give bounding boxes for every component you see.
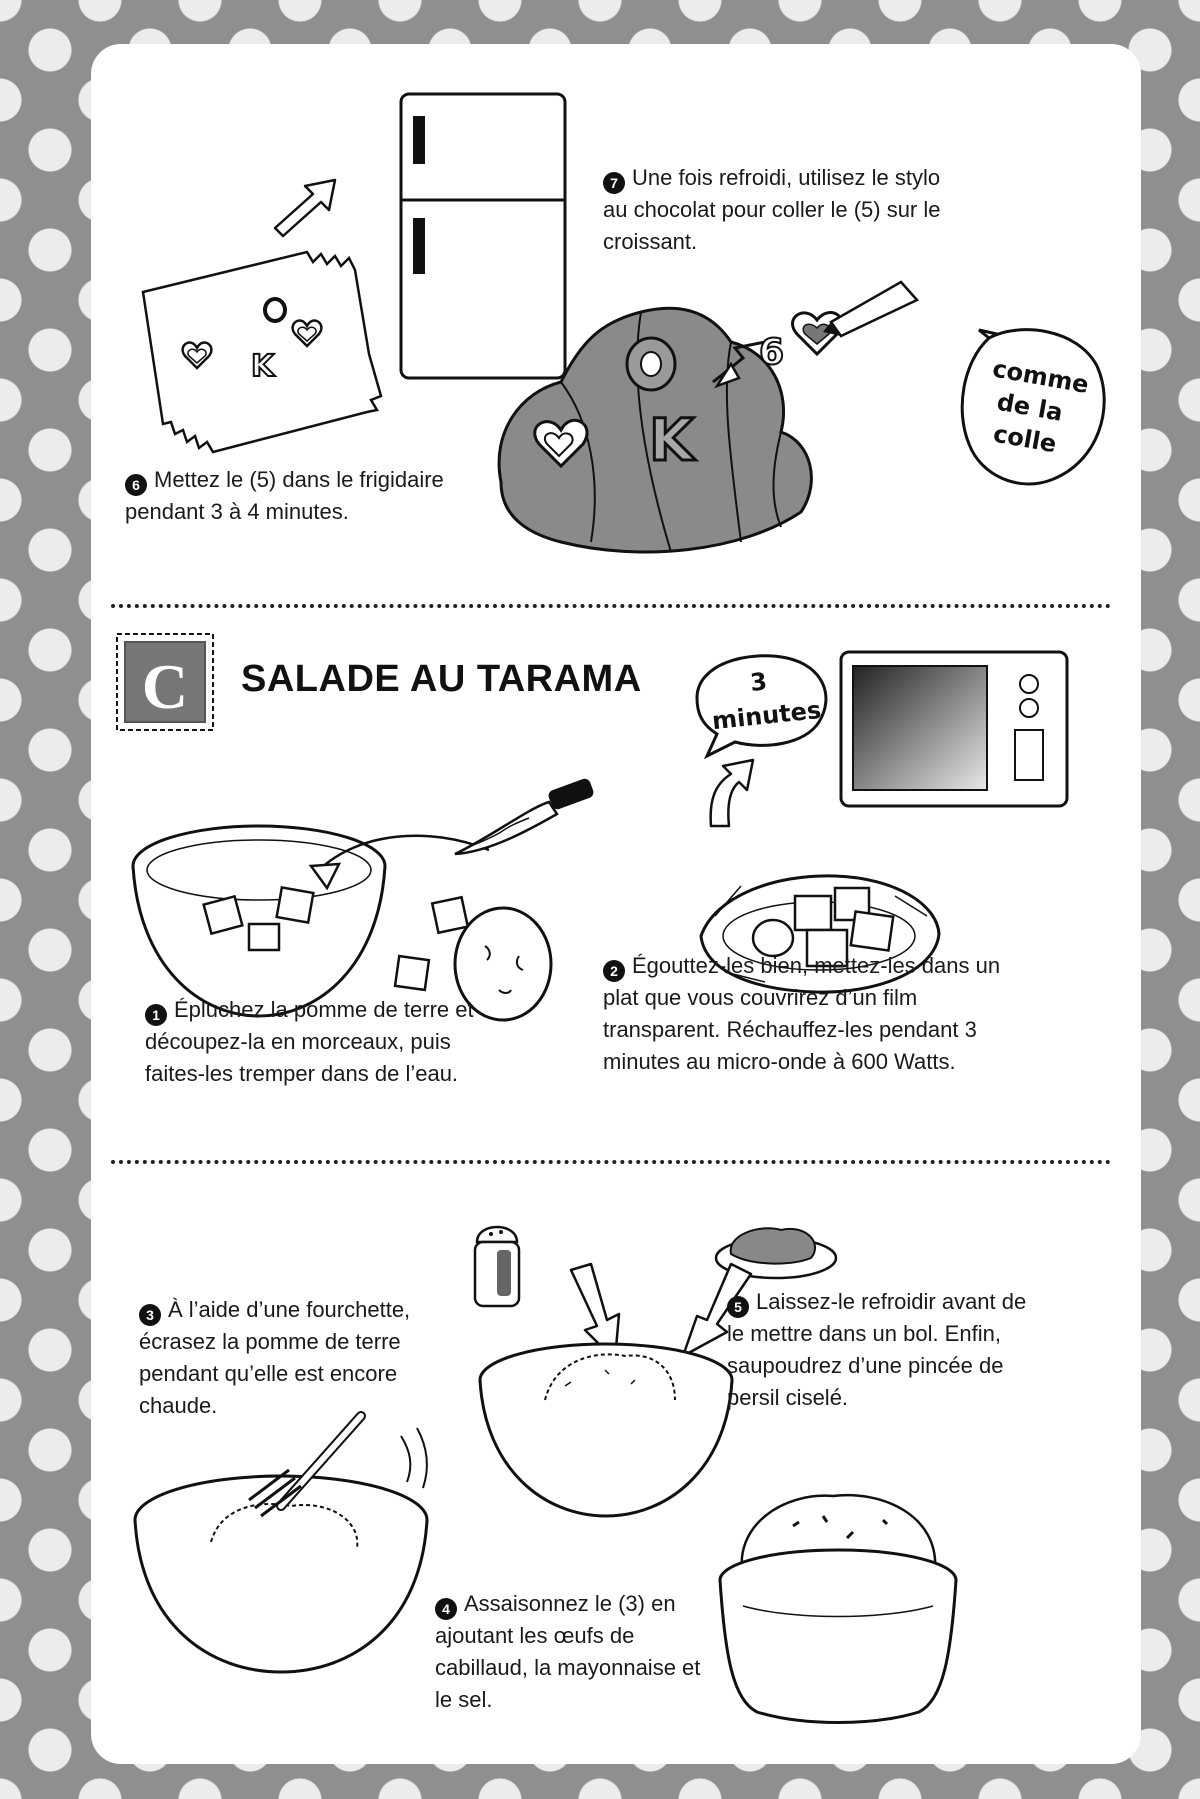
number-six-label: 6 <box>759 332 785 373</box>
step-number-badge: 3 <box>139 1304 161 1326</box>
step-6-text: Mettez le (5) dans le frigidaire pendant 3 à 4 minutes. <box>125 467 444 524</box>
step-c2 <box>603 950 1013 1078</box>
salt-shaker-illustration <box>467 1212 527 1312</box>
step-c3-text: À l’aide d’une fourchette, écrasez la pomme de terre pendant qu’elle est encore chaude. <box>139 1297 411 1418</box>
mashing-bowl-illustration <box>131 1456 461 1676</box>
step-c4-text: Assaisonnez le (3) en ajoutant les œufs de cabillaud, la mayonnaise et le sel. <box>435 1591 701 1712</box>
svg-text:K: K <box>649 406 694 474</box>
arrow-up-to-microwave-icon <box>691 750 761 830</box>
step-c4 <box>435 1588 705 1716</box>
bubble-line-1: comme <box>990 354 1091 399</box>
step-number-badge: 5 <box>727 1296 749 1318</box>
section-divider <box>111 1160 1111 1164</box>
step-7 <box>603 162 943 258</box>
section-divider <box>111 604 1111 608</box>
finished-salad-bowl-illustration <box>713 1486 963 1726</box>
croissant-illustration <box>481 282 881 572</box>
microwave-illustration <box>839 650 1071 810</box>
bubble-line-3: colle <box>991 419 1059 459</box>
section-title: SALADE AU TARAMA <box>241 658 642 700</box>
step-c1 <box>145 994 515 1090</box>
step-number-badge: 2 <box>603 960 625 982</box>
step-c1-text: Épluchez la pomme de terre et découpez-la en morceaux, puis faites-les tremper dans de l’eau. <box>145 997 474 1086</box>
section-c-stamp-icon <box>115 632 215 732</box>
cookie-wrapper-illustration <box>135 244 435 464</box>
step-number-badge: 7 <box>603 172 625 194</box>
step-7-text: Une fois refroidi, utilisez le stylo au chocolat pour coller le (5) sur le croissant. <box>603 165 941 254</box>
step-c3 <box>139 1294 439 1422</box>
step-number-badge: 1 <box>145 1004 167 1026</box>
step-c5 <box>727 1286 1027 1414</box>
bubble-number: 3 <box>748 667 769 698</box>
step-c5-text: Laissez-le refroidir avant de le mettre dans un bol. Enfin, saupoudrez d’une pincée de persil ciselé. <box>727 1289 1027 1410</box>
knife-illustration <box>449 768 599 868</box>
arrow-to-fridge-icon <box>265 168 345 248</box>
glue-speech-bubble <box>959 326 1109 496</box>
step-number-badge: 4 <box>435 1598 457 1620</box>
seasoning-bowl-illustration <box>475 1340 737 1520</box>
bubble-word: minutes <box>710 695 823 736</box>
step-6 <box>125 464 455 528</box>
bubble-line-2: de la <box>994 387 1065 427</box>
section-letter: C <box>141 651 189 722</box>
recipe-page <box>91 44 1141 1764</box>
step-number-badge: 6 <box>125 474 147 496</box>
step-c2-text: Égouttez-les bien, mettez-les dans un plat que vous couvrirez d’un film transparent. Réchauffez-les pendant 3 minutes au micro-onde à 600 Watts. <box>603 953 1001 1074</box>
svg-text:K: K <box>251 349 275 384</box>
